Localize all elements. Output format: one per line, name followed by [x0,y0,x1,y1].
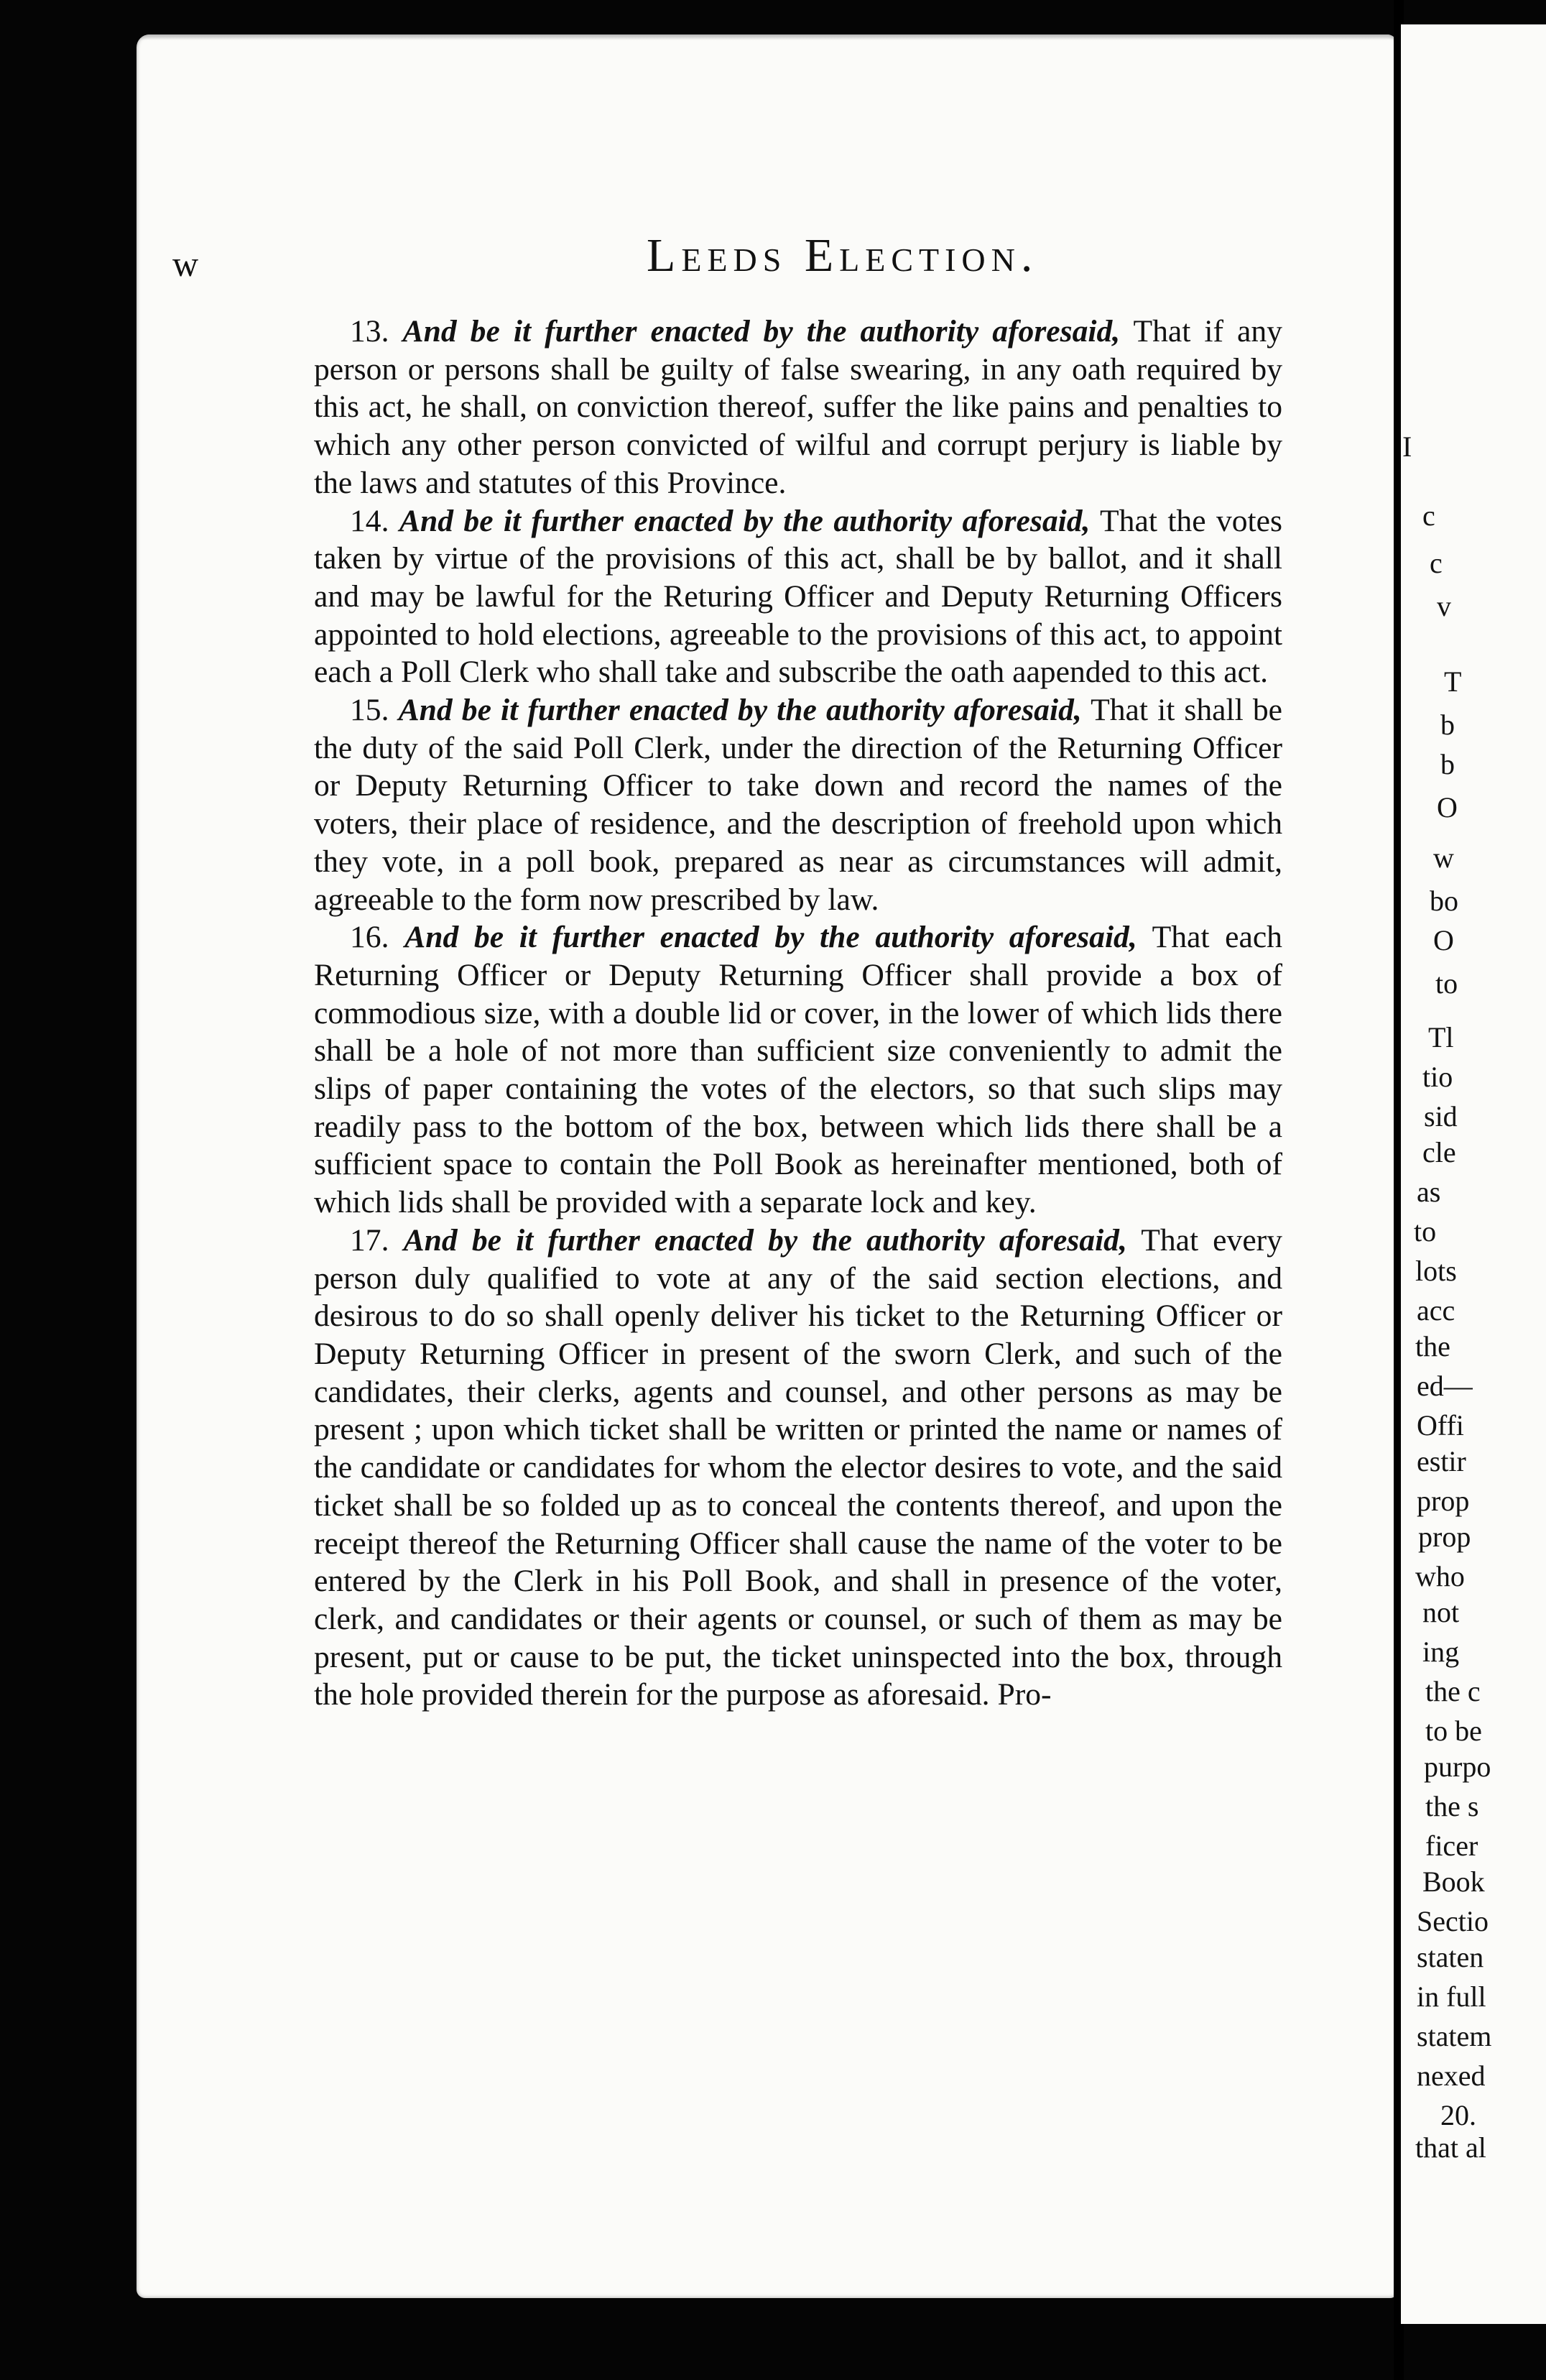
facing-page-fragment: c [1422,499,1435,532]
section-15 [314,691,1282,918]
facing-page-fragment: purpo [1424,1751,1491,1783]
section-17 [314,1222,1282,1714]
facing-page-edge [1401,24,1546,2324]
section-body: That if any person or persons shall be guilty of false swearing, in any oath required by this act, he shall, on conviction thereof, suffer the like pains and penalties to which any other person convicted of wilful and corrupt perjury is liable by the laws and statutes of this Province. [314,314,1282,500]
facing-page-fragment: who [1415,1560,1465,1592]
folio-mark: w [172,244,199,284]
facing-page-fragment: cle [1422,1136,1456,1168]
facing-page-fragment: Offi [1417,1409,1464,1442]
facing-page-fragment: that al [1415,2131,1486,2164]
section-number: 14. [350,503,389,538]
facing-page-fragment: T [1444,665,1462,698]
facing-page-fragment: prop [1418,1521,1471,1553]
section-number: 15. [350,693,389,728]
facing-page-fragment: not [1422,1596,1460,1628]
section-14 [314,502,1282,692]
enacting-clause: And be it further enacted by the authority aforesaid, [403,1222,1127,1258]
facing-page-fragment: the [1415,1330,1450,1362]
facing-page-fragment: Tl [1428,1021,1454,1053]
facing-page-fragment: sid [1424,1100,1458,1133]
section-number: 13. [350,314,389,349]
page-header [172,229,1293,300]
facing-page-fragment: statem [1417,2020,1492,2052]
facing-page-fragment: staten [1417,1941,1484,1973]
section-body: That every person duly qualified to vote at any of the said section elections, and desirous to do so shall openly deliver his ticket to the Returning Officer or Deputy Returning Officer in present of the sworn Clerk, and such of the candidates, their clerks, agents and counsel, and other persons as may be present ; upon which ticket shall be written or printed the name or names of the candidate or candidates for whom the elector desires to vote, and the said ticket shall be so folded up as to conceal the contents thereof, and upon the receipt thereof the Returning Officer shall cause the name of the voter to be entered by the Clerk in his Poll Book, and shall in presence of the voter, clerk, and candidates or their agents or counsel, or such of them as may be present, put or cause to be put, the ticket uninspected into the box, through the hole provided therein for the purpose as aforesaid. Pro- [314,1222,1282,1712]
enacting-clause: And be it further enacted by the authority aforesaid, [404,920,1137,955]
section-number: 16. [350,920,389,955]
facing-page-fragment: b [1440,748,1455,780]
facing-page-fragment: as [1417,1176,1441,1208]
facing-page-fragment: acc [1417,1294,1455,1327]
enacting-clause: And be it further enacted by the authority aforesaid, [399,503,1091,538]
statute-text [314,313,1282,1714]
facing-page-fragment: to be [1425,1715,1482,1747]
facing-page-fragment: ed— [1417,1370,1473,1402]
section-16 [314,918,1282,1222]
running-title: Leeds Election. [647,229,1039,282]
section-body: That the votes taken by virtue of the provisions of this act, shall be by ballot, and it shall and may be lawful for the Returing Officer and Deputy Returning Officers appointed to hold elections, agreeable to the provisions of this act, to appoint each a Poll Clerk who shall take and subscribe the oath aapended to this act. [314,503,1282,690]
facing-page-fragment: tio [1422,1061,1453,1093]
facing-page-fragment: O [1433,924,1454,956]
facing-page-fragment: O [1437,791,1458,824]
section-number: 17. [350,1222,389,1258]
enacting-clause: And be it further enacted by the authority aforesaid, [398,693,1082,728]
facing-page-fragment: ficer [1425,1830,1478,1862]
enacting-clause: And be it further enacted by the authority aforesaid, [402,314,1121,349]
section-body: That each Returning Officer or Deputy Returning Officer shall provide a box of commodious size, with a double lid or cover, in the lower of which lids there shall be a hole of not more than sufficient size conveniently to admit the slips of paper containing the votes of the electors, so that such slips may readily pass to the bottom of the box, between which lids there shall be a sufficient space to contain the Poll Book as hereinafter mentioned, both of which lids shall be provided with a separate lock and key. [314,920,1282,1220]
facing-page-fragment: b [1440,709,1455,741]
facing-page-fragment: v [1437,590,1451,622]
facing-page-fragment: lots [1415,1255,1457,1287]
facing-page-fragment: bo [1430,885,1458,917]
facing-page-fragment: the c [1425,1675,1481,1707]
facing-page-fragment: to [1414,1215,1437,1247]
facing-page-fragment: Sectio [1417,1905,1489,1937]
facing-page-fragment: in full [1417,1980,1486,2013]
facing-page-fragment: the s [1425,1790,1479,1822]
facing-page-fragment: ing [1422,1636,1460,1668]
facing-page-fragment: to [1435,967,1458,1000]
section-13 [314,313,1282,502]
facing-page-fragment: prop [1417,1485,1470,1517]
facing-page-fragment: estir [1417,1445,1466,1477]
facing-page-fragment: w [1433,841,1454,874]
facing-page-fragment: c [1430,547,1443,579]
facing-page-fragment: 20. [1440,2099,1476,2131]
facing-page-fragment: I [1402,430,1412,463]
facing-page-fragment: Book [1422,1865,1485,1898]
section-body: That it shall be the duty of the said Poll Clerk, under the direction of the Returning Officer or Deputy Returning Officer to take down and record the names of the voters, their place of residence, and the description of freehold upon which they vote, in a poll book, prepared as near as circumstances will admit, agreeable to the form now prescribed by law. [314,693,1282,917]
facing-page-fragment: nexed [1417,2060,1486,2092]
